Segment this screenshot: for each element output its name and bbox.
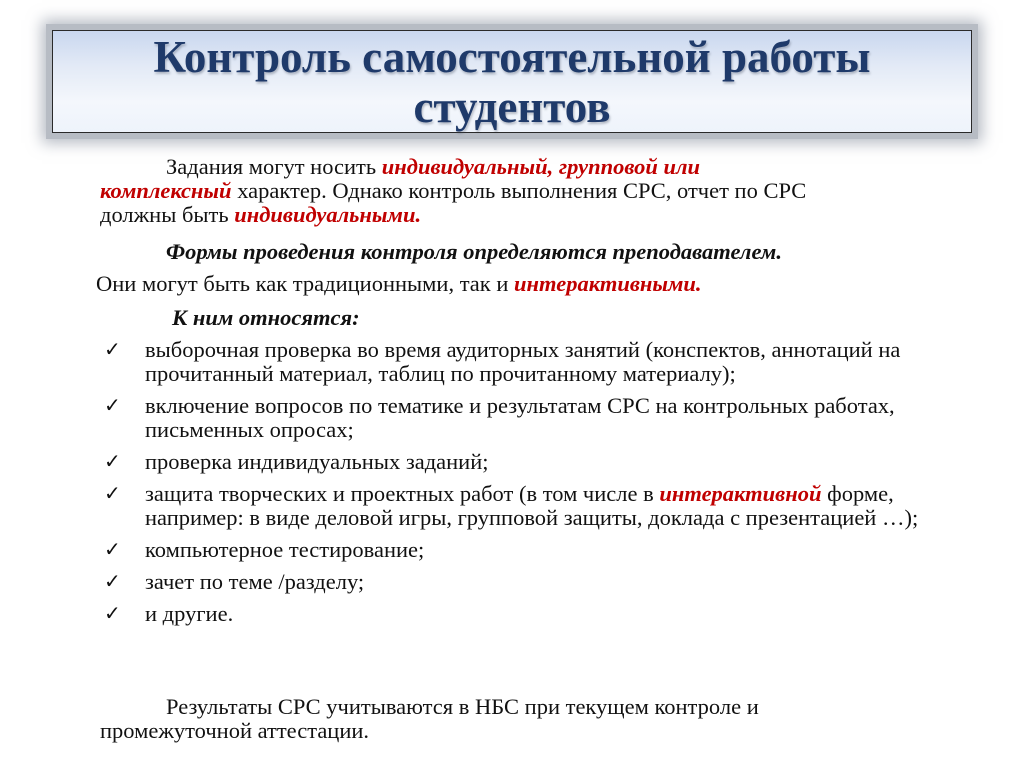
- highlight-interactive-form: интерактивной: [659, 481, 822, 506]
- slide-title: [153, 32, 870, 132]
- list-item: [104, 570, 984, 594]
- paragraph-forms: Формы проведения контроля определяются преподавателем.: [166, 239, 782, 264]
- list-item-text: включение вопросов по тематике и результатам СРС на контрольных работах, письменных опросах;: [145, 393, 895, 442]
- paragraph-results-line-1: Результаты СРС учитываются в НБС при текущем контроле и: [166, 694, 759, 719]
- list-item: [104, 602, 984, 626]
- list-item: [104, 394, 984, 442]
- checkmark-icon: ✓: [104, 569, 121, 593]
- checkmark-icon: ✓: [104, 337, 121, 361]
- text: Они могут быть как традиционными, так и: [96, 271, 515, 296]
- highlight-complex: комплексный: [100, 178, 232, 203]
- list-item-text: зачет по теме /разделу;: [145, 569, 365, 594]
- paragraph-results-line-2: промежуточной аттестации.: [100, 718, 370, 743]
- title-box: [52, 30, 972, 133]
- list-item-text: и другие.: [145, 601, 234, 626]
- title-line-1: Контроль самостоятельной работы: [153, 31, 871, 82]
- checkmark-icon: ✓: [104, 393, 121, 417]
- text: Задания могут носить: [166, 154, 382, 179]
- control-forms-list: [104, 338, 984, 634]
- highlight-types: индивидуальный, групповой или: [381, 154, 701, 179]
- list-item: [104, 482, 984, 530]
- checkmark-icon: ✓: [104, 481, 121, 505]
- checkmark-icon: ✓: [104, 449, 121, 473]
- list-item: [104, 450, 984, 474]
- list-item: [104, 338, 984, 386]
- paragraph-results: [100, 695, 980, 743]
- paragraph-tasks-line-2: [100, 179, 980, 203]
- highlight-interactive: интерактивными.: [514, 271, 702, 296]
- title-line-2: студентов: [413, 81, 611, 132]
- paragraph-these-include: К ним относятся:: [172, 305, 360, 330]
- list-item-text: защита творческих и проектных работ (в том числе в: [145, 481, 660, 506]
- paragraph-traditional: [96, 272, 702, 296]
- text: должны быть: [100, 202, 235, 227]
- paragraph-tasks: [100, 155, 980, 227]
- list-item-text: проверка индивидуальных заданий;: [145, 449, 489, 474]
- paragraph-tasks-line-3: [100, 203, 980, 227]
- list-item: [104, 538, 984, 562]
- highlight-individual: индивидуальными.: [234, 202, 422, 227]
- list-item-text: выборочная проверка во время аудиторных занятий (конспектов, аннотаций на прочитанный материал, таблиц по прочитанному материалу);: [145, 337, 901, 386]
- checkmark-icon: ✓: [104, 537, 121, 561]
- list-item-text: форме, например: в виде деловой игры, групповой защиты, доклада с презентацией …);: [145, 481, 919, 530]
- checkmark-icon: ✓: [104, 601, 121, 625]
- list-item-text: компьютерное тестирование;: [145, 537, 425, 562]
- paragraph-tasks-line-1: [100, 155, 980, 179]
- text: характер. Однако контроль выполнения СРС, отчет по СРС: [231, 178, 807, 203]
